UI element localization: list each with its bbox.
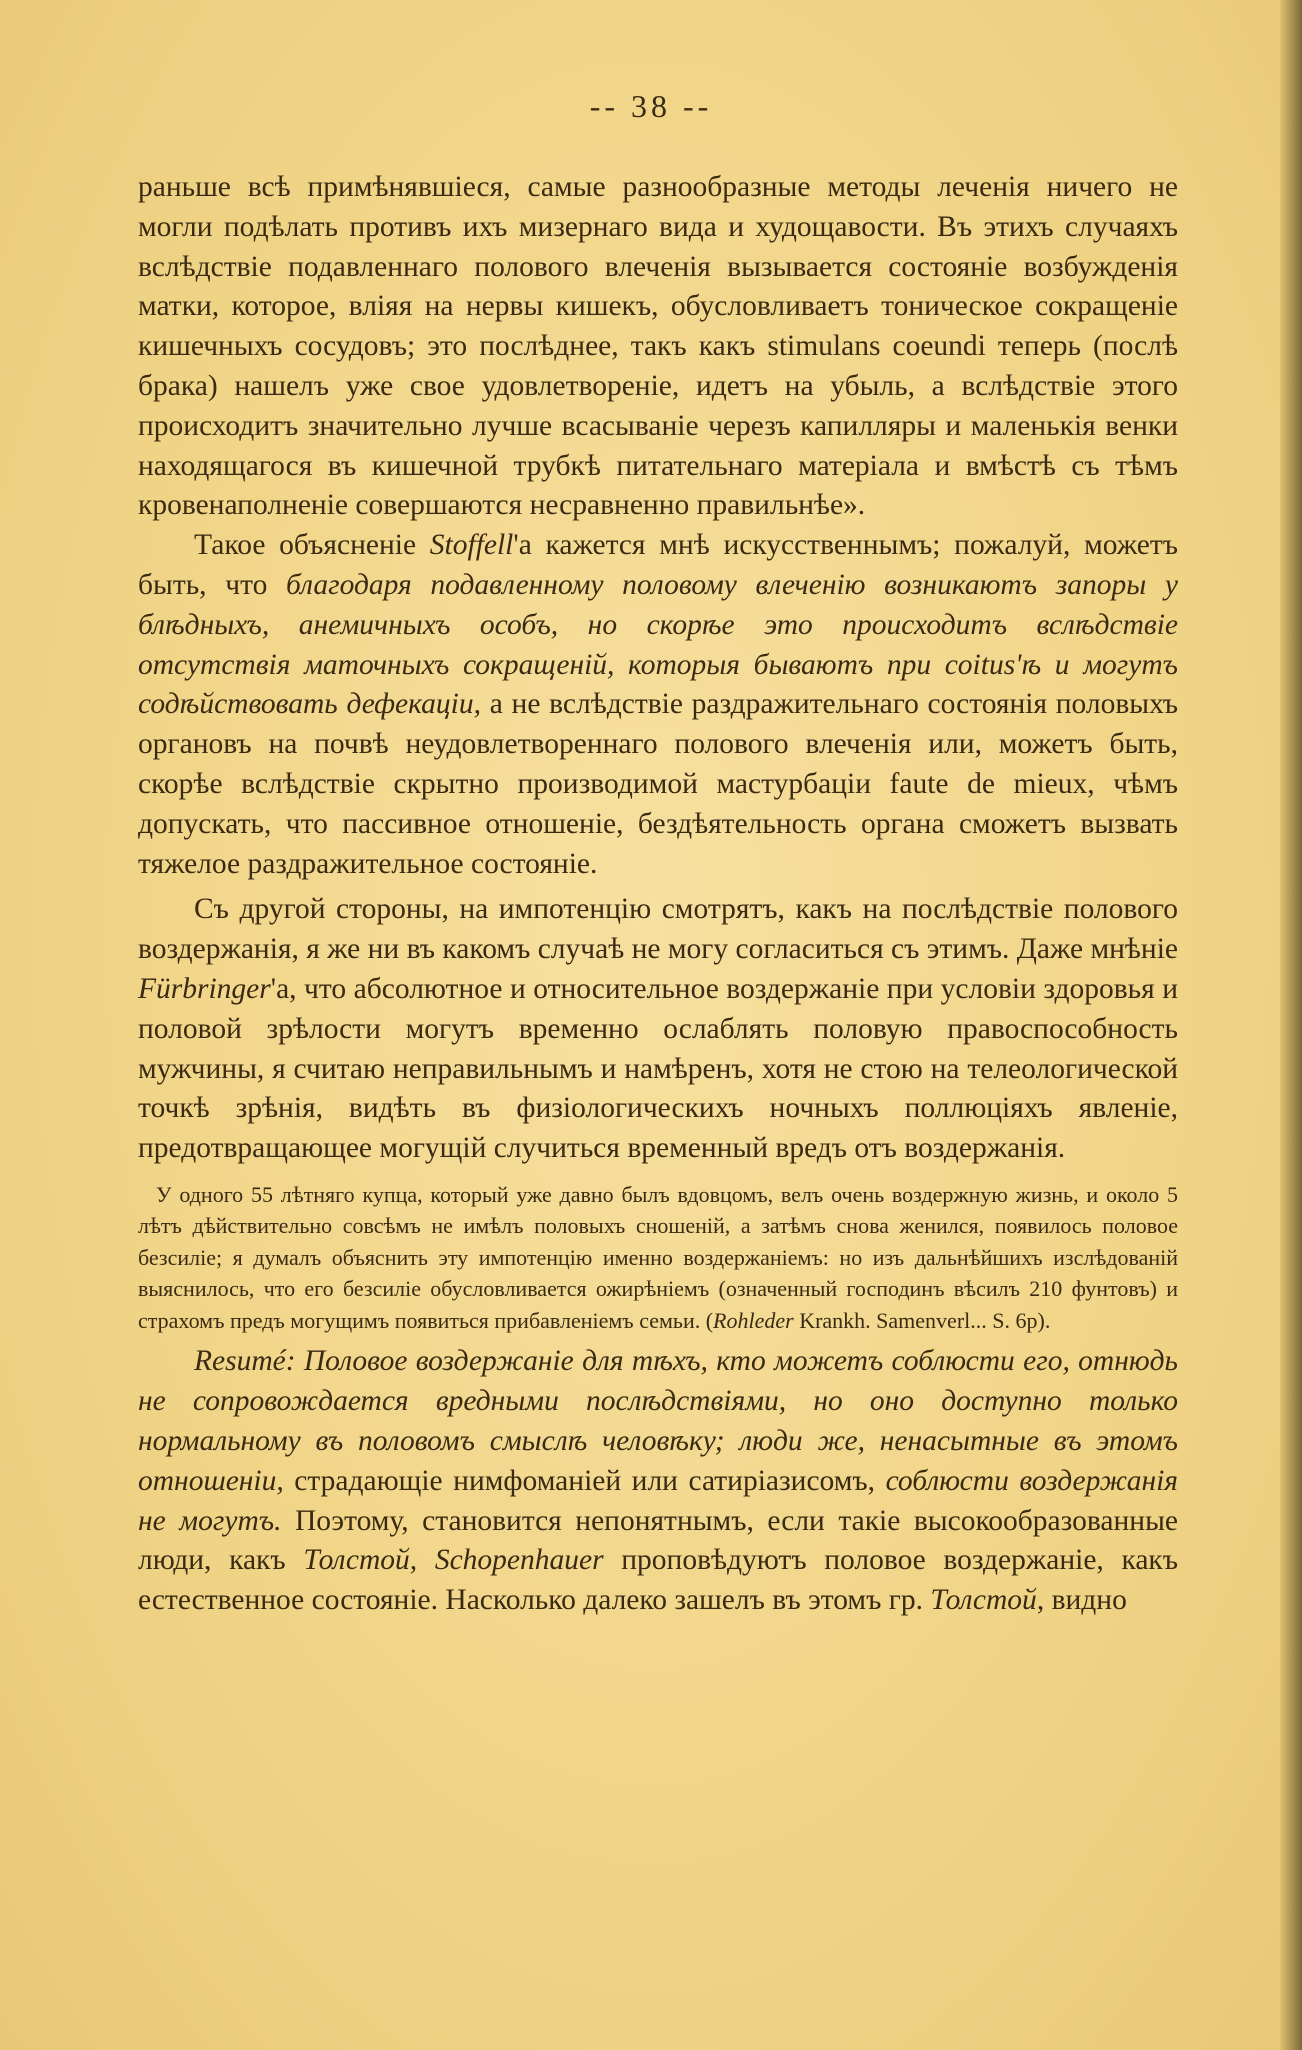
paragraph-3-text-c: 'а, что абсолютное и относительное воздержаніе при условіи здоровья и половой зрѣлости могутъ временно ослаблять половую правоспособность мужчины, я считаю неправильнымъ и намѣренъ, хотя не стою на телеологической точкѣ зрѣнія, видѣть въ физіологическихъ ночныхъ поллюціяхъ явленіе, предотвращающее могущій случиться временный вредъ отъ воздержанія. (138, 972, 1178, 1165)
paragraph-2-emphasis: благодаря подавленному половому влеченію возникаютъ запоры у блѣдныхъ, анемичныхъ особъ, но скорѣе это происходитъ вслѣдствіе отсутствія маточныхъ сокращеній, которыя бываютъ при coitus'ѣ и могутъ содѣйствовать дефекаціи, (138, 568, 1178, 721)
paragraph-2-text-e: а не вслѣдствіе раздражительнаго состоянія половыхъ органовъ на почвѣ неудовлетвореннаго полового влеченія или, можетъ быть, скорѣе вслѣдствіе скрытно производимой мастурбаціи faute de mieux, чѣмъ допускать, что пассивное отношеніе, бездѣятельность органа сможетъ вызвать тяжелое раздражительное состояніе. (138, 688, 1179, 880)
case-note (138, 1179, 1178, 1337)
page-number: -- 38 -- (589, 88, 713, 124)
case-note-text-a: У одного 55 лѣтняго купца, который уже давно былъ вдовцомъ, велъ очень воздержную жизнь, и около 5 лѣтъ дѣйствительно совсѣмъ не имѣлъ половыхъ сношеній, а затѣмъ снова женился, появилось половое безсиліе; я думалъ объяснить эту импотенцію именно воздержаніемъ: но изъ дальнѣйшихъ изслѣдованій выяснилось, что его безсиліе обусловливается ожирѣніемъ (означенный господинъ вѣсилъ 210 фунтовъ) и страхомъ предъ могущимъ появиться прибавленіемъ семьи. ( (138, 1181, 1178, 1333)
author-tolstoy: Толстой, (303, 1544, 418, 1577)
resume-text-f (417, 1544, 435, 1576)
body-text (138, 168, 1178, 1621)
author-stoffell: Stoffell (429, 529, 514, 562)
author-tolstoy-2: Толстой (930, 1584, 1037, 1617)
author-rohleder: Rohleder (713, 1307, 794, 1333)
paragraph-2 (138, 526, 1178, 884)
case-note-text-c: Krankh. Samenverl... S. 6р). (793, 1307, 1051, 1333)
resume-text-b: страдающіе нимфоманіей или сатиріазисомъ, (283, 1464, 886, 1497)
resume-emphasis-2: соблюсти воздержанія не могутъ. (138, 1464, 1178, 1537)
paragraph-3 (138, 890, 1178, 1169)
paragraph-3-text-a: Съ другой стороны, на импотенцію смотрятъ, какъ на послѣдствіе полового воздержанія, я же ни въ какомъ случаѣ не могу согласиться съ этимъ. Даже мнѣніе (138, 893, 1178, 966)
page-edge (1280, 0, 1302, 2050)
paragraph-resume (138, 1342, 1178, 1621)
author-furbringer: Fürbringer (138, 972, 271, 1005)
resume-text-j: , видно (1036, 1584, 1127, 1617)
paragraph-1: раньше всѣ примѣнявшіеся, самые разнообразные методы леченія ничего не могли подѣлать противъ ихъ мизернаго вида и худощавости. Въ этихъ случаяхъ вслѣдствіе подавленнаго полового влеченія вызывается состояніе возбужденія матки, которое, вліяя на нервы кишекъ, обусловливаетъ тоническое сокращеніе кишечныхъ сосудовъ; это послѣднее, такъ какъ stimulans coeundi теперь (послѣ брака) нашелъ уже свое удовлетвореніе, идетъ на убыль, а вслѣдствіе этого происходитъ значительно лучше всасываніе черезъ капилляры и маленькія венки находящагося въ кишечной трубкѣ питательнаго матеріала и вмѣстѣ съ тѣмъ кровенаполненіе совершаются несравненно правильнѣе». (138, 171, 1178, 522)
resume-text-d: Поэтому, становится непонятнымъ, если такіе высокообразованные люди, какъ (138, 1504, 1179, 1577)
resume-emphasis: Resumé: Половое воздержаніе для тѣхъ, кто можетъ соблюсти его, отнюдь не сопровождается вредными послѣдствіями, но оно доступно только нормальному въ половомъ смыслѣ человѣку; люди же, ненасытные въ этомъ отношеніи, (138, 1345, 1178, 1497)
paragraph-2-text-c: 'а кажется мнѣ искусственнымъ; пожалуй, можетъ быть, что (138, 529, 1178, 601)
resume-text-h: проповѣдуютъ половое воздержаніе, какъ естественное состояніе. Насколько далеко зашелъ въ этомъ гр. (138, 1544, 1179, 1617)
author-schopenhauer: Schopenhauer (434, 1544, 604, 1577)
paragraph-2-text-a: Такое объясненіе (194, 529, 430, 562)
